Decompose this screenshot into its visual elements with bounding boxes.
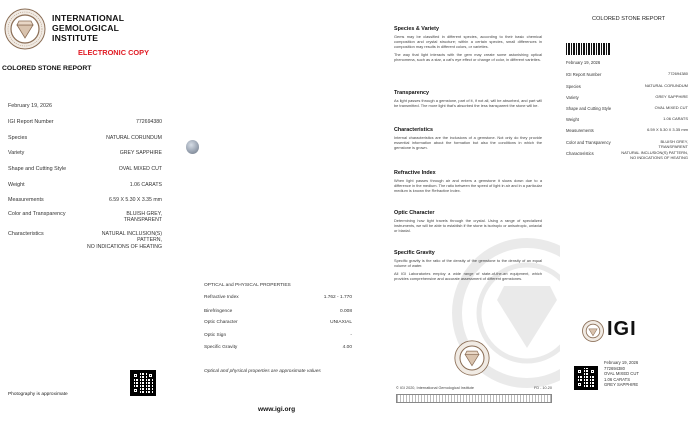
right-report-row: [566, 128, 688, 133]
right-report-row: [566, 60, 688, 65]
optical-row-value: -: [350, 333, 352, 338]
report-row-label: Weight: [8, 182, 25, 188]
section-paragraph: Internal characteristics are the inclusions of a gemstone. Not only do they provide essential information about the formation but also the conditions in which the gemstone is grown.: [394, 135, 542, 150]
section-paragraph: Determining how light travels through the crystal. Using a range of specialized instruments, we will be able to establish if the stone is isotropic or anisotropic, uniaxial or biaxial.: [394, 218, 542, 233]
qr-code-left: [130, 370, 156, 396]
section-paragraph: All IGI Laboratories employ a wide range of state-of-the-art equipment, which provides comprehensive and accurate assessment of different gemstones.: [394, 270, 542, 281]
electronic-copy-label: ELECTRONIC COPY: [78, 48, 150, 57]
report-row-value: 6.59 X 5.30 X 3.35 mm: [108, 197, 162, 203]
section-title: Refractive Index: [394, 170, 436, 176]
org-line-2: GEMOLOGICAL: [52, 23, 120, 33]
right-report-row: [566, 140, 688, 150]
optical-row: [204, 320, 352, 325]
section-title: Transparency: [394, 90, 430, 96]
qr-code-right: [574, 366, 598, 390]
optical-row-label: Birefringence: [204, 309, 233, 314]
igi-seal-icon: [4, 8, 46, 50]
right-row-value: OVAL MIXED CUT: [654, 105, 688, 110]
report-row: [8, 150, 162, 156]
stub-line: 772694380: [604, 365, 625, 371]
report-row-label: Color and Transparency: [8, 211, 66, 217]
right-report-row: [566, 151, 688, 161]
report-row: [8, 119, 162, 125]
report-row: [8, 182, 162, 188]
org-name: [52, 13, 124, 43]
right-report-title: COLORED STONE REPORT: [592, 16, 666, 22]
report-row-value: NATURAL CORUNDUM: [106, 135, 162, 141]
section-title: Optic Character: [394, 210, 435, 216]
right-row-label: IGI Report Number: [566, 72, 602, 77]
report-row-label: Species: [8, 135, 28, 141]
stub-line: GREY SAPPHIRE: [604, 382, 639, 388]
right-row-value: 772694380: [667, 71, 688, 76]
report-row: [8, 135, 162, 141]
report-row-value: 1.06 CARATS: [129, 182, 162, 188]
right-row-value: 6.59 X 5.30 X 3.35 mm: [647, 127, 688, 132]
section-paragraph: Specific gravity is the ratio of the density of the gemstone to the density of an equal volume of water.: [394, 258, 542, 268]
section-paragraph: As light passes through a gemstone, part of it, if not all, will be absorbed, and part will be transmitted. The more light that’s absorbed the less transparent the stone will be.: [394, 98, 542, 108]
right-row-label: February 19, 2026: [566, 60, 601, 65]
org-line-1: INTERNATIONAL: [52, 13, 125, 23]
barcode: [566, 43, 610, 55]
report-row-label: Characteristics: [8, 231, 44, 237]
optical-row: [204, 333, 352, 338]
optical-row-label: Specific Gravity: [204, 345, 238, 350]
stub-line: OVAL MIXED CUT: [604, 371, 639, 377]
optical-row: [204, 309, 352, 314]
report-row-label: Shape and Cutting Style: [8, 166, 67, 172]
security-strip: [396, 394, 552, 403]
report-row: [8, 197, 162, 203]
right-report-row: [566, 106, 688, 111]
report-row-value: BLUISH GREY, TRANSPARENT: [123, 211, 162, 224]
igi-logo-text: IGI: [607, 318, 637, 340]
info-section: [394, 26, 542, 66]
section-paragraph: When light passes through air and enters a gemstone it slows down due to a difference in the medium. The ratio between the speed of light in air and in a particular medium is known the Refractive Index.: [394, 178, 543, 193]
section-title: Species & Variety: [394, 26, 439, 32]
section-paragraph: Gems may be classified in different species, according to their basic chemical composition and crystal structure; within a certain species, small differences in composition may results in different colors, or varieties.: [394, 34, 542, 49]
right-report-row: [566, 95, 688, 100]
section-title: Characteristics: [394, 127, 433, 133]
optical-row: [204, 295, 352, 300]
section-paragraph: The way that light interacts with the gem may create some astonishing optical phenomena, such as a star, a cat’s eye effect or change of color, in different varieties.: [394, 51, 542, 62]
report-row-label: February 19, 2026: [8, 103, 53, 109]
stub-line: 1.06 CARATS: [604, 376, 630, 382]
info-section: [394, 210, 542, 237]
optical-row-label: Optic Character: [204, 320, 238, 325]
igi-seal-bottom-icon: [454, 340, 490, 376]
right-row-value: NATURAL INCLUSION(S) PATTERN, NO INDICATIONS OF HEATING: [621, 150, 688, 160]
right-row-label: Measurements: [566, 128, 594, 133]
right-row-value: GREY SAPPHIRE: [655, 94, 688, 99]
report-row: [8, 211, 162, 224]
optical-row-label: Refractive Index: [204, 295, 239, 300]
right-row-label: Shape and Cutting Style: [566, 106, 612, 111]
right-row-label: Weight: [566, 117, 579, 122]
optical-panel: [192, 0, 382, 423]
info-panel: [382, 0, 560, 423]
optical-row-label: Optic Sign: [204, 333, 227, 338]
left-panel: [0, 0, 192, 423]
report-row-value: NATURAL INCLUSION(S) PATTERN, NO INDICATIONS OF HEATING: [86, 231, 162, 250]
report-row-label: Measurements: [8, 197, 44, 203]
right-row-label: Color and Transparency: [566, 140, 611, 145]
optical-title: OPTICAL and PHYSICAL PROPERTIES: [204, 283, 291, 288]
right-row-value: NATURAL CORUNDUM: [644, 83, 688, 88]
report-title: COLORED STONE REPORT: [2, 65, 92, 72]
right-report-row: [566, 117, 688, 122]
report-row: [8, 103, 162, 109]
optical-row-value: UNIAXIAL: [330, 320, 352, 325]
report-stub: [604, 360, 639, 388]
optical-row-value: 4.00: [342, 345, 352, 350]
report-row-label: Variety: [8, 150, 25, 156]
report-row: [8, 166, 162, 172]
right-report-row: [566, 72, 688, 77]
igi-logo-seal-icon: [582, 320, 604, 342]
optical-row: [204, 345, 352, 350]
right-row-value: BLUISH GREY, TRANSPARENT: [658, 139, 688, 149]
info-section: [394, 127, 542, 154]
report-row: [8, 231, 162, 250]
right-report-row: [566, 84, 688, 89]
section-title: Specific Gravity: [394, 250, 435, 256]
stub-line: February 19, 2026: [604, 360, 639, 365]
right-row-label: Species: [566, 84, 581, 89]
optical-row-value: 0.008: [339, 309, 352, 314]
report-row-value: 772694380: [136, 119, 162, 125]
report-row-label: IGI Report Number: [8, 119, 54, 125]
info-section: [394, 90, 542, 112]
info-section: [394, 170, 542, 197]
right-row-value: 1.06 CARATS: [663, 116, 688, 121]
form-code: FD - 10.20: [534, 386, 552, 390]
right-row-label: Characteristics: [566, 151, 594, 156]
optical-note: Optical and physical properties are approximate values: [204, 369, 321, 374]
right-row-label: Variety: [566, 95, 579, 100]
org-line-3: INSTITUTE: [52, 33, 99, 43]
right-panel: [560, 0, 700, 423]
report-row-value: OVAL MIXED CUT: [118, 166, 162, 172]
report-row-value: GREY SAPPHIRE: [119, 150, 162, 156]
website-url: www.igi.org: [258, 406, 296, 413]
copyright: © IGI 2020, International Gemological Institute: [396, 386, 474, 390]
photo-note: Photography is approximate: [8, 392, 68, 397]
info-section: [394, 250, 542, 285]
optical-row-value: 1.762 - 1.770: [323, 295, 352, 300]
